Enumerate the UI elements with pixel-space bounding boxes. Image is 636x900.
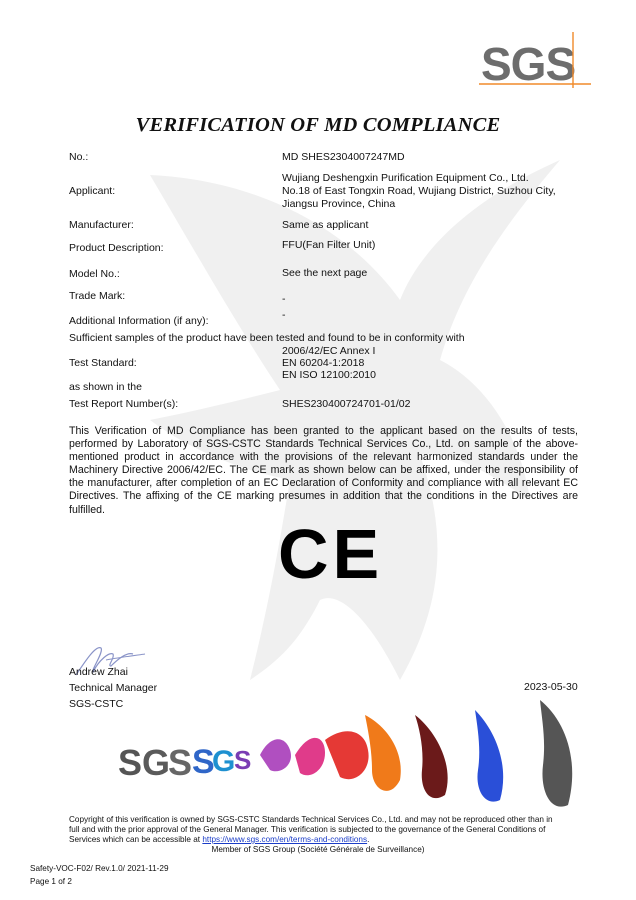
applicant-line-3: Jiangsu Province, China [282, 198, 396, 210]
product-description-value: FFU(Fan Filter Unit) [282, 239, 376, 251]
sufficient-samples-text: Sufficient samples of the product have been tested and found to be in conformity with [69, 332, 465, 344]
verification-statement: This Verification of MD Compliance has been granted to the applicant based on the results of tests, performed by Laboratory of SGS-CSTC Standards Technical Services Co., Ltd. on sample of the above-mentioned product in accordance with the provisions of the relevant harmonized standards under the Machinery Directive 2006/42/EC. The CE mark as shown below can be affixed, under the responsibility of the manufacturer, after completion of an EC Declaration of Conformity and compliance with all relevant EC Directives. The affixing of the CE marking presumes in addition that the conditions in the Directives are fulfilled. [69, 425, 578, 516]
test-report-label: Test Report Number(s): [69, 398, 179, 410]
signatory-name: Andrew Zhai [69, 666, 128, 678]
copyright-line-3-text: Services which can be accessible at [69, 835, 201, 844]
model-no-value: See the next page [282, 267, 368, 279]
page-title: VERIFICATION OF MD COMPLIANCE [135, 114, 501, 136]
band-letter: S [168, 742, 193, 783]
sgs-logo [479, 32, 591, 88]
product-description-label: Product Description: [69, 242, 164, 254]
applicant-label: Applicant: [69, 185, 116, 197]
trade-mark-label: Trade Mark: [69, 290, 126, 302]
test-standard-line-3: EN ISO 12100:2010 [282, 369, 376, 381]
band-letter: S [192, 743, 215, 781]
band-letter: S [118, 742, 143, 783]
sgs-group-member: Member of SGS Group (Société Générale de Surveillance) [211, 845, 425, 854]
test-standard-label: Test Standard: [69, 357, 137, 369]
signatory-organization: SGS-CSTC [69, 698, 124, 710]
copyright-line-1: Copyright of this verification is owned by SGS-CSTC Standards Technical Services Co., Ltd. and may not be reproduced other than in [69, 815, 553, 824]
as-shown-text: as shown in the [69, 381, 142, 393]
form-reference: Safety-VOC-F02/ Rev.1.0/ 2021-11-29 [30, 864, 169, 873]
applicant-line-1: Wujiang Deshengxin Purification Equipment Co., Ltd. [282, 172, 529, 184]
copyright-line-3 [69, 835, 369, 845]
no-value: MD SHES2304007247MD [282, 151, 405, 163]
sgs-color-band [110, 695, 590, 815]
test-standard-line-2: EN 60204-1:2018 [282, 357, 365, 369]
issue-date: 2023-05-30 [524, 681, 578, 693]
band-letter: G [212, 745, 236, 778]
page-number: Page 1 of 2 [30, 877, 72, 886]
test-standard-line-1: 2006/42/EC Annex I [282, 345, 376, 357]
copyright-line-3-end: . [367, 835, 370, 844]
trade-mark-value: - [282, 293, 286, 305]
applicant-line-2: No.18 of East Tongxin Road, Wujiang District, Suzhou City, [282, 185, 556, 197]
additional-info-label: Additional Information (if any): [69, 315, 209, 327]
sgs-logo-text: SGS [481, 38, 576, 90]
manufacturer-label: Manufacturer: [69, 219, 134, 231]
band-letter: S [234, 745, 252, 775]
manufacturer-value: Same as applicant [282, 219, 369, 231]
terms-link[interactable]: https://www.sgs.com/en/terms-and-conditions [202, 835, 368, 844]
test-report-value: SHES230400724701-01/02 [282, 398, 411, 410]
band-letter: G [142, 742, 171, 783]
copyright-line-2: full and with the prior approval of the General Manager. This verification is subjected to the governance of the General Conditions of [69, 825, 546, 834]
additional-info-value: - [282, 309, 286, 321]
no-label: No.: [69, 151, 89, 163]
signatory-position: Technical Manager [69, 682, 158, 694]
ce-mark [278, 515, 384, 593]
ce-mark-text: CE [278, 515, 384, 593]
model-no-label: Model No.: [69, 268, 120, 280]
